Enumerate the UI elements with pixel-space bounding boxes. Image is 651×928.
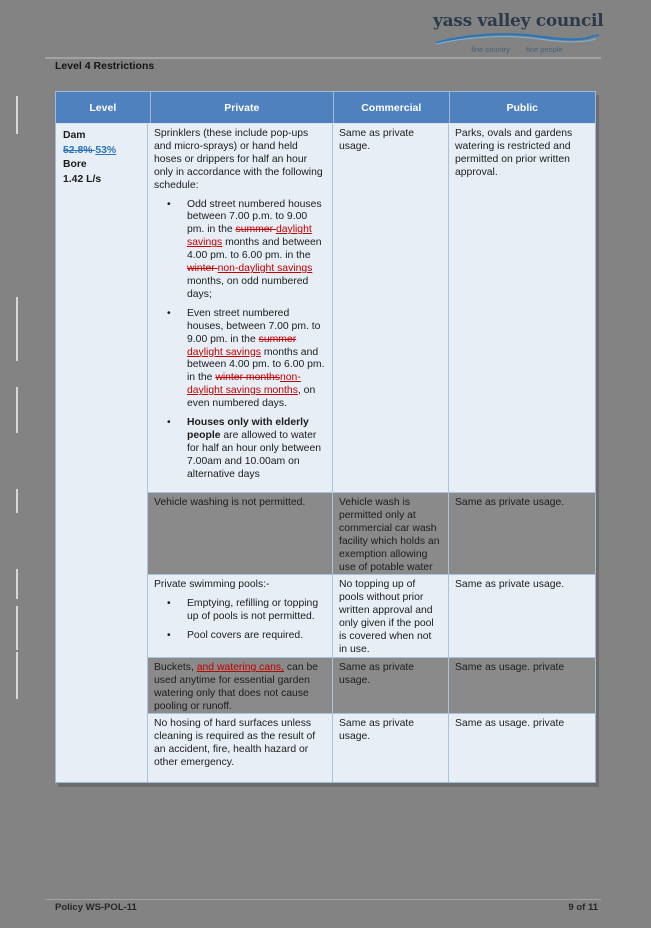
paragraph: 1.42 L/s: [63, 173, 102, 185]
header-level: Level: [89, 101, 117, 114]
paragraph: Same as private usage.: [455, 579, 565, 590]
bullet-icon: •: [167, 597, 171, 609]
paragraph: Same as usage. private: [455, 718, 565, 729]
page-title: Level 4 Restrictions: [55, 60, 155, 72]
logo-swoosh-icon: [433, 31, 601, 46]
cell-public-hard-surfaces: [448, 714, 595, 782]
bullet-icon: •: [167, 629, 171, 641]
header-commercial: Commercial: [333, 92, 449, 123]
cell-commercial-pools: [332, 575, 448, 657]
cell-private-vehicle: [148, 493, 332, 574]
restrictions-table: [55, 91, 596, 783]
paragraph: 52.8% 53%: [63, 144, 117, 156]
council-logo: [433, 11, 604, 54]
header-divider: [45, 57, 601, 59]
change-bar: [16, 606, 18, 650]
row-hard-surfaces: [148, 713, 595, 782]
change-bar: [16, 652, 18, 699]
tagline-left: fine country: [471, 45, 511, 54]
footer-divider: [45, 899, 601, 900]
bullet-item: • Even street numbered houses, between 7.00 pm. to 9.00 pm. in the summer daylight savings months and between 4.00 pm. to 6.00 pm. in the winter monthsnon-daylight savings months, on even numbered days.: [167, 307, 325, 410]
cell-public-pools: [448, 575, 595, 657]
footer-policy-number: Policy WS-POL-11: [55, 902, 137, 913]
tagline-right: fine people: [526, 45, 563, 54]
bullet-item: • Pool covers are required.: [167, 629, 304, 641]
row-buckets: [148, 657, 595, 713]
paragraph: No topping up of pools without prior written approval and only given if the pool is covered when not in use.: [339, 579, 434, 655]
cell-commercial-hard-surfaces: [332, 714, 448, 782]
paragraph: Vehicle wash is permitted only at commercial car wash facility which holds an exemption allowing use of potable water: [339, 497, 440, 573]
change-bar: [16, 96, 18, 134]
paragraph: Same as private usage.: [339, 662, 415, 686]
cell-private-sprinklers: [148, 124, 332, 492]
paragraph: Bore: [63, 159, 87, 170]
paragraph: Sprinklers (these include pop-ups and micro-sprays) or hand held hoses or drippers for half an hour only in accordance with the following schedule:: [154, 128, 323, 191]
row-swimming-pools: [148, 574, 595, 657]
change-bar: [16, 387, 18, 433]
bullet-icon: •: [167, 307, 171, 319]
logo-title: yass valley council: [433, 11, 604, 31]
paragraph: Same as private usage.: [339, 718, 415, 742]
change-bar: [16, 489, 18, 513]
table-body: [56, 124, 595, 782]
paragraph: Dam: [63, 130, 86, 141]
header-public: Public: [449, 92, 595, 123]
paragraph: Buckets, and watering cans, can be used anytime for essential garden watering only that does not cause pooling or runoff.: [154, 662, 319, 712]
table-header-row: [56, 92, 595, 124]
cell-level: [56, 124, 148, 782]
header-private: Private: [150, 92, 333, 123]
paragraph: No hosing of hard surfaces unless cleaning is required as the result of an accident, fire, health hazard or other emergency.: [154, 718, 316, 768]
cell-commercial-vehicle: [332, 493, 448, 574]
footer-page-number: 9 of 11: [568, 902, 598, 913]
paragraph: Vehicle washing is not permitted.: [154, 497, 306, 508]
paragraph: Same as private usage.: [455, 497, 565, 508]
table-rows: [148, 124, 595, 782]
row-watering-schedule: [148, 124, 595, 492]
cell-private-buckets: [148, 658, 332, 713]
cell-commercial-buckets: [332, 658, 448, 713]
cell-commercial-sprinklers: [332, 124, 448, 492]
bullet-item: • Houses only with elderly people are allowed to water for half an hour only between 7.00am and 10.00am on alternative days: [167, 417, 322, 480]
cell-public-vehicle: [448, 493, 595, 574]
paragraph: Same as usage. private: [455, 662, 565, 673]
logo-tagline: [433, 45, 601, 54]
paragraph: Parks, ovals and gardens watering is restricted and permitted on prior written approval.: [455, 128, 573, 178]
change-bar: [16, 569, 18, 599]
bullet-icon: •: [167, 198, 171, 210]
row-vehicle-washing: [148, 492, 595, 574]
paragraph: Private swimming pools:-: [154, 579, 270, 590]
bullet-icon: •: [167, 417, 171, 429]
bullet-item: • Odd street numbered houses between 7.00 p.m. to 9.00 pm. in the summer daylight savings months and between 4.00 pm. to 6.00 pm. in the winter non-daylight savings months, on odd numbered days;: [167, 198, 322, 300]
cell-private-pools: [148, 575, 332, 657]
cell-private-hard-surfaces: [148, 714, 332, 782]
cell-public-sprinklers: [448, 124, 595, 492]
change-bar: [16, 297, 18, 361]
paragraph: Same as private usage.: [339, 128, 415, 152]
bullet-item: • Emptying, refilling or topping up of pools is not permitted.: [167, 597, 319, 622]
cell-public-buckets: [448, 658, 595, 713]
